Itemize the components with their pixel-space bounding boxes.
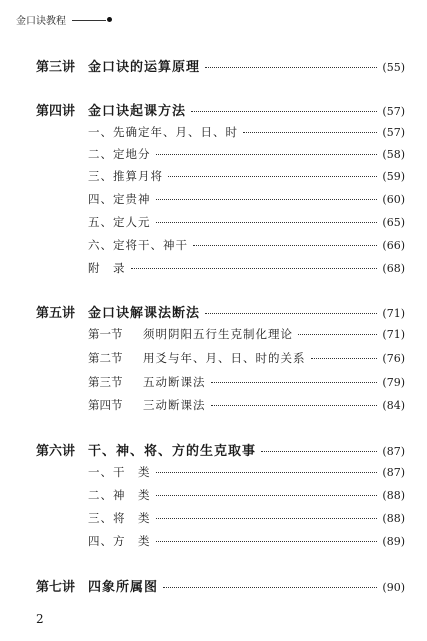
- chapter-title: 金口诀的运算原理: [88, 60, 201, 75]
- chapter-number: 第三讲: [36, 60, 76, 75]
- subsection-number: 第二节: [88, 351, 123, 365]
- section-title: 五、定人元: [88, 215, 151, 229]
- book-title: 金口诀教程: [16, 16, 66, 27]
- page-ref: (66): [382, 239, 405, 252]
- page-ref: (79): [382, 376, 405, 389]
- page-ref: (84): [382, 399, 405, 412]
- leader-dots: [205, 313, 377, 314]
- leader-dots: [131, 268, 378, 269]
- toc-chapter-entry[interactable]: [36, 576, 405, 595]
- leader-dots: [168, 176, 377, 177]
- section-title: 三、推算月将: [88, 169, 163, 183]
- subsection-title: 三动断课法: [143, 398, 206, 412]
- leader-dots: [156, 222, 378, 223]
- page-ref: (57): [382, 126, 405, 139]
- chapter-title: 金口诀起课方法: [88, 104, 187, 119]
- subsection-number: 第一节: [88, 327, 123, 341]
- toc-section-entry[interactable]: [88, 237, 405, 253]
- leader-dots: [156, 154, 378, 155]
- chapter-title: 干、神、将、方的生克取事: [88, 444, 257, 459]
- toc-section-entry[interactable]: [88, 191, 405, 207]
- section-title: 二、神 类: [88, 488, 151, 502]
- page-ref: (57): [382, 105, 405, 118]
- section-title: 一、先确定年、月、日、时: [88, 125, 238, 139]
- toc-chapter-entry[interactable]: [36, 100, 405, 119]
- page-ref: (71): [382, 307, 405, 320]
- page-ref: (90): [382, 581, 405, 594]
- running-header: [16, 12, 112, 27]
- toc-chapter-entry[interactable]: [36, 440, 405, 459]
- chapter-title: 金口诀解课法断法: [88, 306, 201, 321]
- subsection-title: 五动断课法: [143, 375, 206, 389]
- chapter-number: 第六讲: [36, 444, 76, 459]
- leader-dots: [243, 132, 377, 133]
- page-ref: (89): [382, 535, 405, 548]
- leader-dots: [205, 67, 377, 68]
- leader-dots: [156, 199, 378, 200]
- header-rule: [72, 20, 106, 21]
- subsection-title: 用爻与年、月、日、时的关系: [143, 351, 306, 365]
- section-title: 一、干 类: [88, 465, 151, 479]
- toc-section-entry[interactable]: [88, 487, 405, 503]
- page-ref: (88): [382, 512, 405, 525]
- page-ref: (60): [382, 193, 405, 206]
- header-dot-icon: [107, 17, 112, 22]
- toc-subsection-entry[interactable]: [88, 326, 405, 342]
- chapter-number: 第五讲: [36, 306, 76, 321]
- toc-section-entry[interactable]: [88, 260, 405, 276]
- section-title: 六、定将干、神干: [88, 238, 188, 252]
- chapter-title: 四象所属图: [88, 580, 159, 595]
- leader-dots: [193, 245, 377, 246]
- page-number: 2: [36, 612, 44, 626]
- subsection-number: 第四节: [88, 398, 123, 412]
- toc-section-entry[interactable]: [88, 464, 405, 480]
- leader-dots: [311, 358, 378, 359]
- page-ref: (71): [382, 328, 405, 341]
- toc-subsection-entry[interactable]: [88, 374, 405, 390]
- leader-dots: [191, 111, 377, 112]
- leader-dots: [261, 451, 377, 452]
- leader-dots: [156, 541, 378, 542]
- section-title: 附 录: [88, 261, 126, 275]
- leader-dots: [156, 495, 378, 496]
- leader-dots: [163, 587, 377, 588]
- page-ref: (87): [382, 466, 405, 479]
- toc-subsection-entry[interactable]: [88, 350, 405, 366]
- chapter-number: 第四讲: [36, 104, 76, 119]
- leader-dots: [156, 518, 378, 519]
- page-ref: (76): [382, 352, 405, 365]
- leader-dots: [156, 472, 378, 473]
- toc-subsection-entry[interactable]: [88, 397, 405, 413]
- toc-section-entry[interactable]: [88, 510, 405, 526]
- leader-dots: [211, 405, 378, 406]
- toc-section-entry[interactable]: [88, 533, 405, 549]
- leader-dots: [211, 382, 378, 383]
- leader-dots: [298, 334, 377, 335]
- page-ref: (87): [382, 445, 405, 458]
- toc-section-entry[interactable]: [88, 124, 405, 140]
- page-ref: (58): [382, 148, 405, 161]
- page-ref: (59): [382, 170, 405, 183]
- toc-chapter-entry[interactable]: [36, 302, 405, 321]
- section-title: 四、定贵神: [88, 192, 151, 206]
- page-ref: (88): [382, 489, 405, 502]
- section-title: 四、方 类: [88, 534, 151, 548]
- subsection-number: 第三节: [88, 375, 123, 389]
- toc-section-entry[interactable]: [88, 146, 405, 162]
- toc-section-entry[interactable]: [88, 214, 405, 230]
- chapter-number: 第七讲: [36, 580, 76, 595]
- toc-chapter-entry[interactable]: [36, 56, 405, 75]
- section-title: 二、定地分: [88, 147, 151, 161]
- toc-section-entry[interactable]: [88, 168, 405, 184]
- page-ref: (65): [382, 216, 405, 229]
- section-title: 三、将 类: [88, 511, 151, 525]
- subsection-title: 须明阴阳五行生克制化理论: [143, 327, 293, 341]
- page-ref: (68): [382, 262, 405, 275]
- page-ref: (55): [382, 61, 405, 74]
